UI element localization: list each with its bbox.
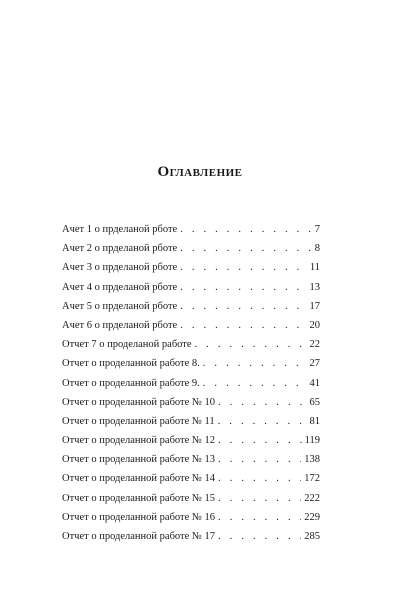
toc-leader-dots xyxy=(180,220,312,239)
toc-entry-title: Отчет о проделанной работе № 12 xyxy=(62,435,216,447)
toc-entry[interactable] xyxy=(62,335,320,354)
toc-entry-title: Ачет 3 о прделаной рботе xyxy=(62,262,178,274)
toc-leader-dots xyxy=(218,508,301,527)
toc-entry-page: 138 xyxy=(304,454,320,466)
toc-entry-page: 172 xyxy=(304,473,320,485)
toc-leader-dots xyxy=(218,469,301,488)
toc-entry[interactable] xyxy=(62,374,320,393)
toc-entry[interactable] xyxy=(62,450,320,469)
toc-leader-dots xyxy=(180,297,306,316)
toc-entry[interactable] xyxy=(62,258,320,277)
toc-entry[interactable] xyxy=(62,220,320,239)
toc-entry-title: Ачет 5 о прделаной рботе xyxy=(62,300,178,312)
toc-entry-page: 7 xyxy=(314,224,320,235)
toc-entry-page: 222 xyxy=(304,492,320,504)
toc-entry[interactable] xyxy=(62,527,320,546)
toc-entry[interactable] xyxy=(62,316,320,335)
toc-entry-page: 20 xyxy=(309,319,320,331)
toc-entry-page: 229 xyxy=(304,511,320,523)
toc-leader-dots xyxy=(218,450,301,469)
toc-entry-page: 41 xyxy=(309,377,320,389)
toc-entry-page: 11 xyxy=(309,262,320,274)
toc-entry-page: 22 xyxy=(309,339,320,351)
toc-entry-title: Отчет о проделанной работе № 11 xyxy=(62,415,215,427)
toc-entry[interactable] xyxy=(62,431,320,450)
toc-entry-title: Отчет 7 о проделаной работе xyxy=(62,339,192,351)
toc-list xyxy=(62,220,320,546)
toc-entry-title: Отчет о проделанной работе № 15 xyxy=(62,492,216,504)
toc-leader-dots xyxy=(218,489,301,508)
toc-entry-page: 17 xyxy=(309,300,320,312)
toc-entry-page: 285 xyxy=(304,531,320,542)
toc-leader-dots xyxy=(218,527,301,546)
toc-entry[interactable] xyxy=(62,508,320,527)
toc-leader-dots xyxy=(180,239,312,258)
toc-entry[interactable] xyxy=(62,393,320,412)
toc-entry-page: 27 xyxy=(309,358,320,370)
toc-entry-title: Ачет 6 о прделаной рботе xyxy=(62,319,178,331)
toc-leader-dots xyxy=(218,412,307,431)
toc-entry-title: Отчет о проделанной работе № 13 xyxy=(62,454,216,466)
toc-entry-title: Отчет о проделанной работе 8. xyxy=(62,358,200,370)
toc-leader-dots xyxy=(203,354,307,373)
toc-entry-page: 13 xyxy=(309,281,320,293)
toc-entry[interactable] xyxy=(62,278,320,297)
toc-leader-dots xyxy=(203,374,307,393)
toc-entry-title: Ачет 2 о прделаной рботе xyxy=(62,243,178,255)
toc-leader-dots xyxy=(180,258,307,277)
toc-leader-dots xyxy=(180,316,306,335)
toc-entry[interactable] xyxy=(62,469,320,488)
toc-leader-dots xyxy=(218,431,302,450)
toc-entry-page: 81 xyxy=(309,415,320,427)
toc-entry-title: Ачет 4 о прделаной рботе xyxy=(62,281,178,293)
toc-entry-title: Отчет о проделанной работе № 14 xyxy=(62,473,216,485)
toc-entry-page: 119 xyxy=(304,435,320,447)
toc-entry-title: Отчет о проделанной работе № 10 xyxy=(62,396,216,408)
toc-entry-page: 8 xyxy=(314,243,320,255)
toc-entry-title: Отчет о проделанной работе № 17 xyxy=(62,531,216,542)
toc-leader-dots xyxy=(195,335,307,354)
toc-entry[interactable] xyxy=(62,489,320,508)
toc-entry-page: 65 xyxy=(309,396,320,408)
toc-entry[interactable] xyxy=(62,354,320,373)
toc-entry[interactable] xyxy=(62,239,320,258)
toc-entry-title: Отчет о проделанной работе № 16 xyxy=(62,511,216,523)
toc-heading: Оглавление xyxy=(157,164,243,180)
toc-leader-dots xyxy=(180,278,306,297)
toc-entry[interactable] xyxy=(62,297,320,316)
toc-entry[interactable] xyxy=(62,412,320,431)
toc-entry-title: Ачет 1 о прделаной рботе xyxy=(62,224,178,235)
toc-leader-dots xyxy=(218,393,306,412)
toc-entry-title: Отчет о проделанной работе 9. xyxy=(62,377,200,389)
